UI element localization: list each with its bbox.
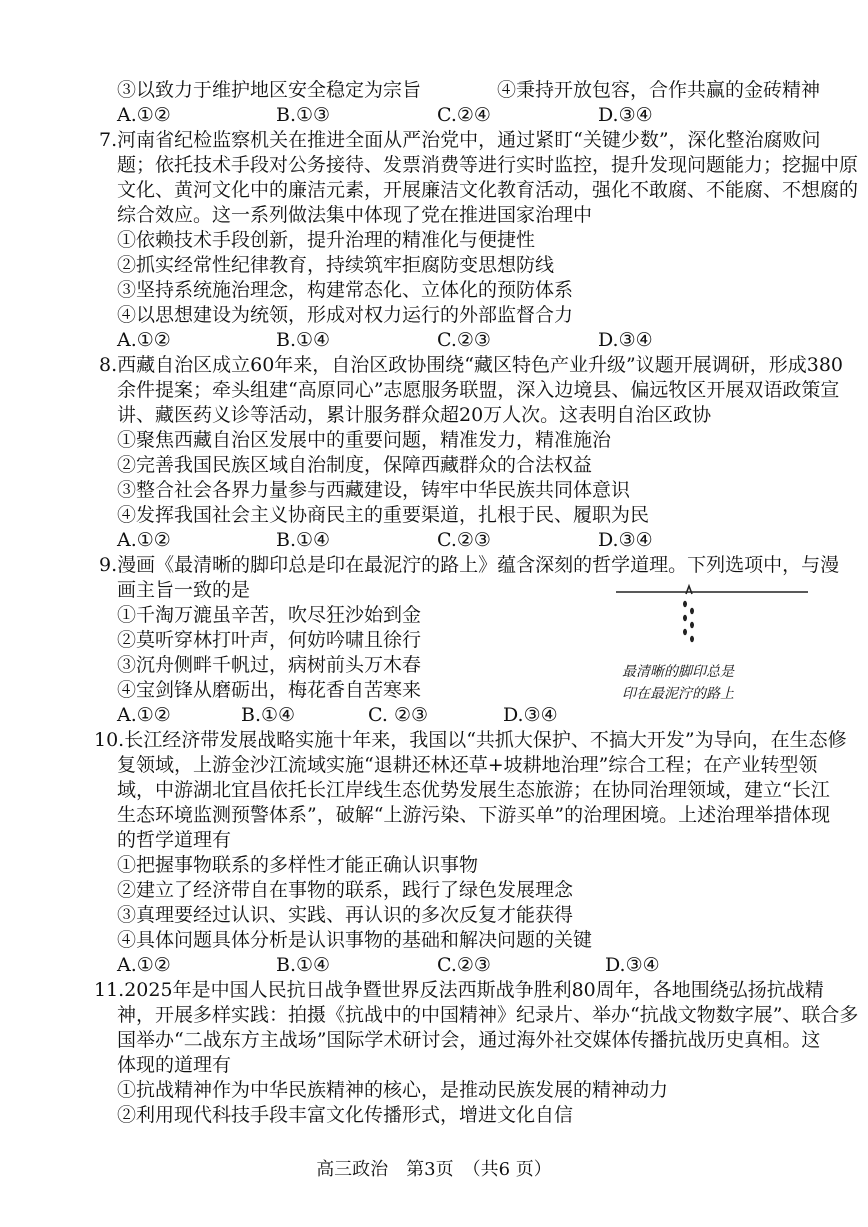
q7-option: C.②③	[437, 329, 491, 351]
q10-option: C.②③	[437, 954, 491, 976]
q7-text-line: 文化、黄河文化中的廉洁元素，开展廉洁文化教育活动，强化不敢腐、不能腐、不想腐的	[117, 179, 859, 201]
q7-text-line: ①依赖技术手段创新，提升治理的精准化与便捷性	[117, 229, 536, 251]
q7-text-line: 7.河南省纪检监察机关在推进全面从严治党中，通过紧盯“关键少数”，深化整治腐败问	[99, 129, 821, 151]
q10-text-line: 10.长江经济带发展战略实施十年来，我国以“共抓大保护、不搞大开发”为导向，在生态修	[94, 729, 847, 751]
q9-text-line: 画主旨一致的是	[117, 579, 251, 601]
q11-text-line: 体现的道理有	[117, 1054, 232, 1076]
q10-options	[0, 953, 868, 978]
q7-text-line: ④以思想建设为统领，形成对权力运行的外部监督合力	[117, 304, 574, 326]
q6-text-line: ③以致力于维护地区安全稳定为宗旨 ④秉持开放包容，合作共赢的金砖精神	[117, 79, 821, 101]
q8-option: C.②③	[437, 529, 491, 551]
q8-text-line: ④发挥我国社会主义协商民主的重要渠道，扎根于民、履职为民	[117, 504, 650, 526]
cartoon-caption-line-2: 印在最泥泞的路上	[622, 686, 734, 702]
page-footer: 高三政治 第3页 （共6 页）	[316, 1159, 552, 1180]
q8-options	[0, 528, 868, 553]
footprints-trail	[683, 601, 694, 642]
q8-option: A.①②	[117, 529, 171, 551]
q10-option: B.①④	[276, 954, 331, 976]
q7-text-line: 题；依托技术手段对公务接待、发票消费等进行实时监控，提升发现问题能力；挖掘中原	[117, 154, 859, 176]
q11-text-line: ①抗战精神作为中华民族精神的核心，是推动民族发展的精神动力	[117, 1079, 669, 1101]
q9-option: D.③④	[503, 704, 558, 726]
q8-text-line: 8.西藏自治区成立60年来，自治区政协围绕“藏区特色产业升级”议题开展调研，形成380	[99, 354, 843, 376]
q7-option: B.①④	[276, 329, 331, 351]
q10-text-line: ②建立了经济带自在事物的联系，践行了绿色发展理念	[117, 879, 574, 901]
q10-text-line: 生态环境监测预警体系”，破解“上游污染、下游买单”的治理困境。上述治理举措体现	[117, 804, 831, 826]
q7-text-line: ③坚持系统施治理念，构建常态化、立体化的预防体系	[117, 279, 574, 301]
q8-text-line: ②完善我国民族区域自治制度，保障西藏群众的合法权益	[117, 454, 593, 476]
q8-option: D.③④	[598, 529, 653, 551]
q8-option: B.①④	[276, 529, 331, 551]
q8-text-line: 余件提案；牵头组建“高原同心”志愿服务联盟，深入边境县、偏远牧区开展双语政策宣	[117, 379, 840, 401]
q9-option: B.①④	[241, 704, 296, 726]
q11-text-line: ②利用现代科技手段丰富文化传播形式，增进文化自信	[117, 1104, 574, 1126]
q7-text-line: 综合效应。这一系列做法集中体现了党在推进国家治理中	[117, 204, 593, 226]
q6-option: A.①②	[117, 104, 171, 126]
q10-option: A.①②	[117, 954, 171, 976]
q10-option: D.③④	[605, 954, 660, 976]
q10-text-line: ③真理要经过认识、实践、再认识的多次反复才能获得	[117, 904, 574, 926]
footprint-icon	[686, 586, 692, 594]
q8-text-line: 讲、藏医药义诊等活动，累计服务群众超20万人次。这表明自治区政协	[117, 404, 712, 426]
q9-options	[0, 703, 868, 728]
q6-option: D.③④	[598, 104, 653, 126]
q9-option: C. ②③	[368, 704, 429, 726]
cartoon-caption-line-1: 最清晰的脚印总是	[622, 664, 734, 680]
q9-text-line: 9.漫画《最清晰的脚印总是印在最泥泞的路上》蕴含深刻的哲学道理。下列选项中，与漫	[99, 554, 840, 576]
q11-text-line: 11.2025年是中国人民抗日战争暨世界反法西斯战争胜利80周年，各地围绕弘扬抗战精	[94, 979, 824, 1001]
q6-option: B.①③	[276, 104, 331, 126]
q7-option: D.③④	[598, 329, 653, 351]
q9-text-line: ③沉舟侧畔千帆过，病树前头万木春	[117, 654, 422, 676]
q10-text-line: 复领域，上游金沙江流域实施“退耕还林还草+坡耕地治理”综合工程；在产业转型领	[117, 754, 818, 776]
q10-text-line: ①把握事物联系的多样性才能正确认识事物	[117, 854, 479, 876]
q9-text-line: ②莫听穿林打叶声，何妨吟啸且徐行	[117, 629, 422, 651]
q9-text-line: ①千淘万漉虽辛苦，吹尽狂沙始到金	[117, 604, 422, 626]
q9-text-line: ④宝剑锋从磨砺出，梅花香自苦寒来	[117, 679, 422, 701]
q8-text-line: ①聚焦西藏自治区发展中的重要问题，精准发力，精准施治	[117, 429, 612, 451]
q10-text-line: ④具体问题具体分析是认识事物的基础和解决问题的关键	[117, 929, 593, 951]
q9-option: A.①②	[117, 704, 171, 726]
q7-options	[0, 328, 868, 353]
q8-text-line: ③整合社会各界力量参与西藏建设，铸牢中华民族共同体意识	[117, 479, 631, 501]
q7-text-line: ②抓实经常性纪律教育，持续筑牢拒腐防变思想防线	[117, 254, 555, 276]
q10-text-line: 的哲学道理有	[117, 829, 232, 851]
q11-text-line: 国举办“二战东方主战场”国际学术研讨会，通过海外社交媒体传播抗战历史真相。这	[117, 1029, 821, 1051]
q10-text-line: 域，中游湖北宜昌依托长江岸线生态优势发展生态旅游；在协同治理领域，建立“长江	[117, 779, 830, 801]
q7-option: A.①②	[117, 329, 171, 351]
q6-option: C.②④	[437, 104, 491, 126]
q6-options	[0, 103, 868, 128]
q11-text-line: 神，开展多样实践：拍摄《抗战中的中国精神》纪录片、举办“抗战文物数字展”、联合多	[117, 1004, 859, 1026]
